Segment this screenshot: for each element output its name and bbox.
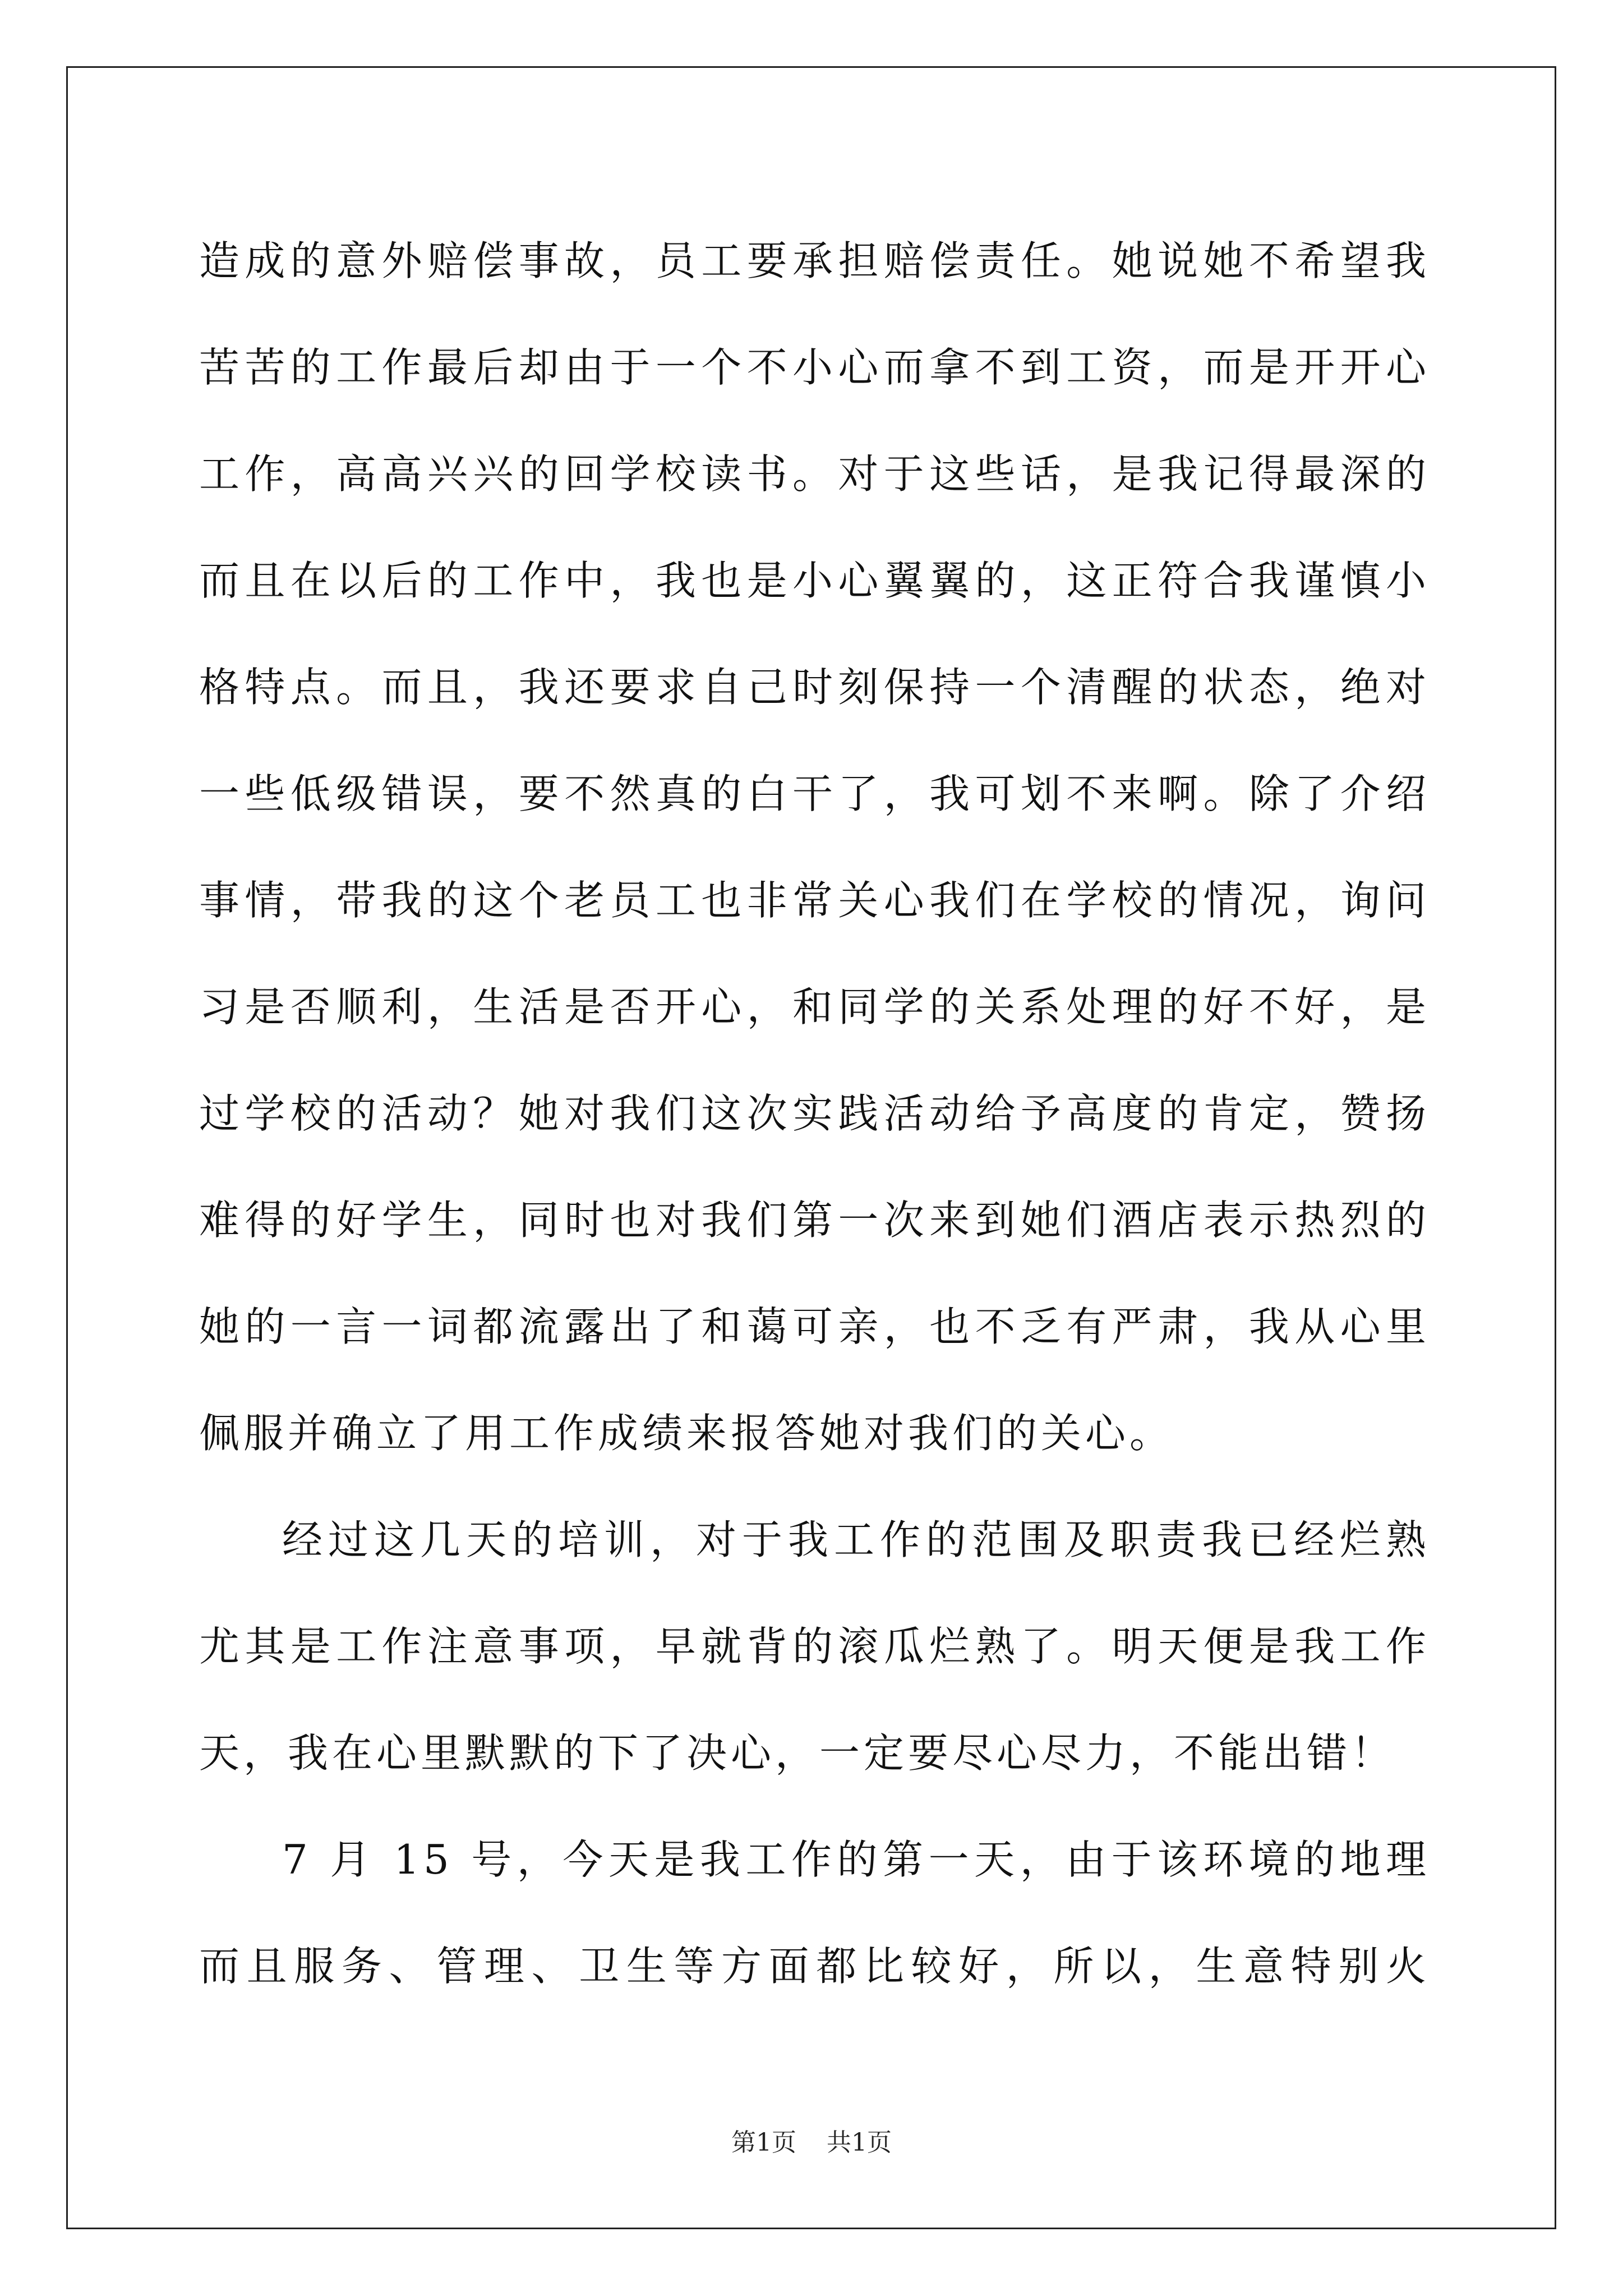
text-line: 佩服并确立了用工作成绩来报答她对我们的关心。	[199, 1410, 1174, 1457]
text-line: 她的一言一词都流露出了和蔼可亲，也不乏有严肃，我从心里	[199, 1303, 1430, 1350]
text-line: 一些低级错误，要不然真的白干了，我可划不来啊。除了介绍	[199, 770, 1430, 817]
text-line: 过学校的活动？她对我们这次实践活动给予高度的肯定，赞扬	[199, 1090, 1430, 1137]
text-line: 造成的意外赔偿事故，员工要承担赔偿责任。她说她不希望我	[199, 237, 1430, 284]
text-line: 7 月 15 号，今天是我工作的第一天，由于该环境的地理	[282, 1836, 1430, 1883]
text-line: 苦苦的工作最后却由于一个不小心而拿不到工资，而是开开心	[199, 344, 1430, 391]
text-line: 经过这几天的培训，对于我工作的范围及职责我已经烂熟	[282, 1516, 1430, 1563]
page-number-current: 第1页	[731, 2128, 796, 2157]
text-line: 难得的好学生，同时也对我们第一次来到她们酒店表示热烈的	[199, 1197, 1430, 1244]
text-line: 尤其是工作注意事项，早就背的滚瓜烂熟了。明天便是我工作	[199, 1623, 1430, 1670]
text-line: 而且在以后的工作中，我也是小心翼翼的，这正符合我谨慎小	[199, 557, 1430, 604]
text-line: 而且服务、管理、卫生等方面都比较好，所以，生意特别火	[199, 1943, 1430, 1990]
text-line: 习是否顺利，生活是否开心，和同学的关系处理的好不好，是	[199, 983, 1430, 1030]
text-line: 事情，带我的这个老员工也非常关心我们在学校的情况，询问	[199, 877, 1430, 924]
text-line: 格特点。而且，我还要求自己时刻保持一个清醒的状态，绝对	[199, 664, 1430, 711]
text-line: 天，我在心里默默的下了决心，一定要尽心尽力，不能出错！	[199, 1729, 1396, 1777]
document-body	[199, 208, 1430, 2019]
page-footer	[0, 2126, 1623, 2160]
page-number-total: 共1页	[827, 2128, 892, 2157]
text-line: 工作，高高兴兴的回学校读书。对于这些话，是我记得最深的	[199, 450, 1430, 498]
